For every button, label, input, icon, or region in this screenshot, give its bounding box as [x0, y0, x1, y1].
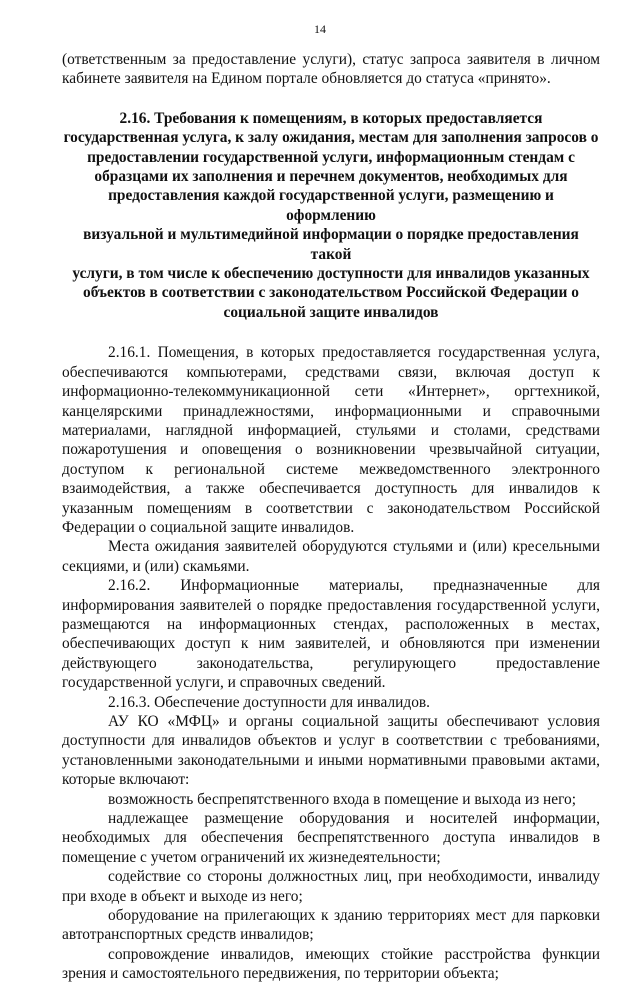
- heading-line: 2.16. Требования к помещениям, в которых предоставляется: [119, 109, 543, 127]
- heading-line: социальной защите инвалидов: [223, 303, 439, 321]
- list-item: возможность беспрепятственного входа в помещение и выхода из него;: [108, 790, 576, 808]
- paragraph-waiting-places: Места ожидания заявителей оборудуются стульями и (или) кресельными секциями, и (или) скамьями.: [62, 538, 600, 575]
- paragraph-accessibility-intro: АУ КО «МФЦ» и органы социальной защиты обеспечивают условия доступности для инвалидов объектов и услуг в соответствии с требованиями, установленными законодательными и иными нормативными правовыми актами, которые включают:: [62, 713, 600, 789]
- list-item: содействие со стороны должностных лиц, при необходимости, инвалиду при входе в объект и выходе из него;: [62, 868, 600, 905]
- heading-line: государственная услуга, к залу ожидания, местам для заполнения запросов о: [63, 129, 599, 147]
- heading-line: визуальной и мультимедийной информации о порядке предоставления такой: [83, 226, 579, 263]
- list-item: сопровождение инвалидов, имеющих стойкие расстройства функции зрения и самостоятельного передвижения, по территории объекта;: [62, 945, 600, 983]
- paragraph-2-16-3: 2.16.3. Обеспечение доступности для инвалидов.: [108, 693, 431, 711]
- section-heading: [62, 109, 600, 322]
- heading-line: услуги, в том числе к обеспечению доступности для инвалидов указанных: [72, 265, 590, 283]
- list-item: надлежащее размещение оборудования и носителей информации, необходимых для обеспечения беспрепятственного доступа инвалидов в помещение с учетом ограничений их жизнедеятельности;: [62, 810, 600, 866]
- heading-line: предоставлении государственной услуги, информационным стендам с: [87, 148, 575, 166]
- heading-line: объектов в соответствии с законодательством Российской Федерации о: [83, 284, 579, 302]
- heading-line: образцами их заполнения и перечнем документов, необходимых для: [94, 168, 568, 186]
- document-body: [62, 50, 600, 984]
- paragraph-2-16-2: 2.16.2. Информационные материалы, предназначенные для информирования заявителей о порядке предоставления государственной услуги, размещаются на информационных стендах, расположенных в местах, обеспечивающих доступ к ним заявителей, и обновляются при изменении действующего законодательства, регулирующего предоставление государственной услуги, и справочных сведений.: [62, 577, 600, 692]
- heading-line: предоставления каждой государственной услуги, размещению и оформлению: [108, 187, 554, 224]
- list-item: оборудование на прилегающих к зданию территориях мест для парковки автотранспортных средств инвалидов;: [62, 907, 600, 944]
- continuation-paragraph: (ответственным за предоставление услуги), статус запроса заявителя в личном кабинете заявителя на Едином портале обновляется до статуса «принято».: [62, 51, 600, 88]
- paragraph-2-16-1: 2.16.1. Помещения, в которых предоставляется государственная услуга, обеспечиваются компьютерами, средствами связи, включая доступ к информационно-телекоммуникационной сети «Интернет», оргтехникой, канцелярскими принадлежностями, информационными и справочными материалами, наглядной информацией, стульями и столами, средствами пожаротушения и оповещения о возникновении чрезвычайной ситуации, доступом к региональной системе межведомственного электронного взаимодействия, а также обеспечивается доступность для инвалидов к указанным помещениям в соответствии с законодательством Российской Федерации о социальной защите инвалидов.: [62, 344, 600, 536]
- page-number: 14: [314, 22, 326, 36]
